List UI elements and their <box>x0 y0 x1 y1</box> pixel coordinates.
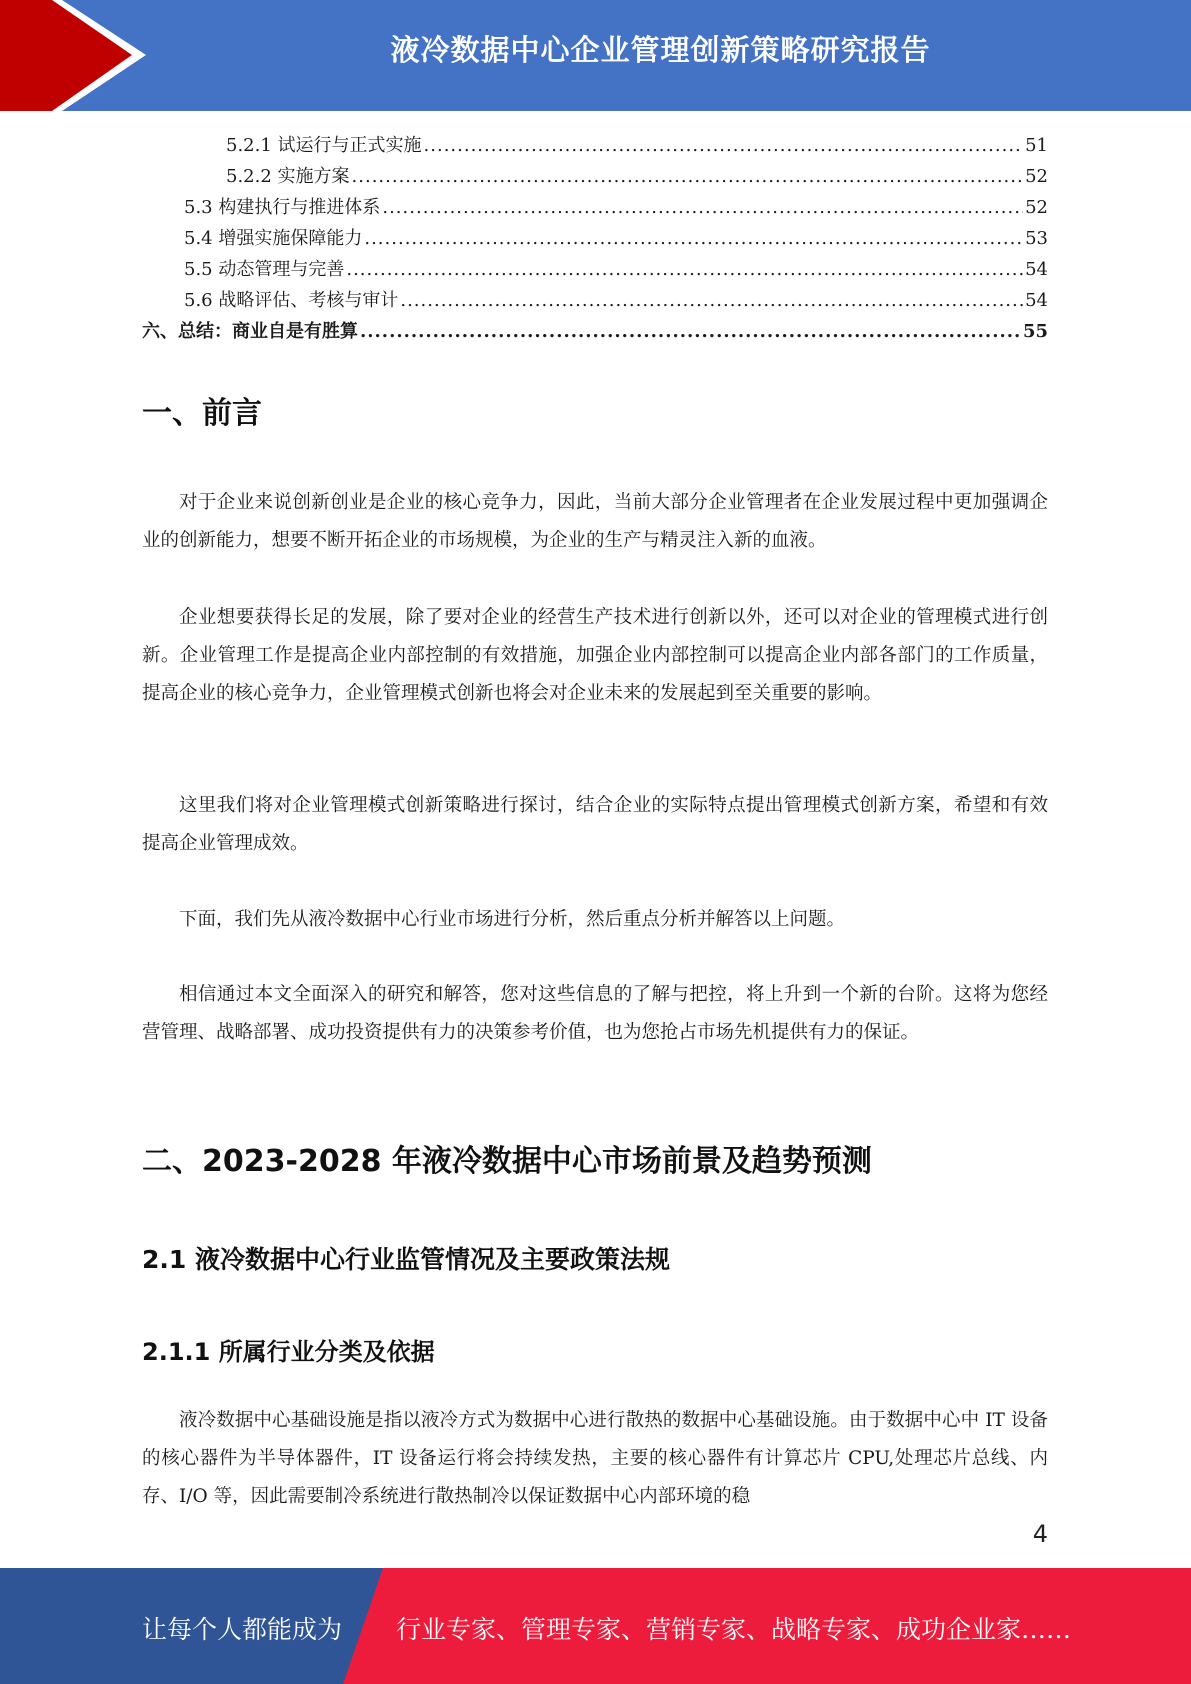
toc-entry-page: 51 <box>1025 135 1048 156</box>
subsection-heading: 2.1 液冷数据中心行业监管情况及主要政策法规 <box>142 1245 670 1274</box>
footer-slogan-right: 行业专家、管理专家、营销专家、战略专家、成功企业家…… <box>396 1615 1072 1644</box>
toc-entry[interactable] <box>142 285 1048 316</box>
section-heading-market-outlook: 二、2023-2028 年液冷数据中心市场前景及趋势预测 <box>142 1144 872 1179</box>
toc-entry-page: 54 <box>1025 259 1048 280</box>
body-paragraph: 这里我们将对企业管理模式创新策略进行探讨，结合企业的实际特点提出管理模式创新方案，希望和有效提高企业管理成效。 <box>142 795 1048 854</box>
body-paragraph: 相信通过本文全面深入的研究和解答，您对这些信息的了解与把控，将上升到一个新的台阶。这将为您经营管理、战略部署、成功投资提供有力的决策参考价值，也为您抢占市场先机提供有力的保证。 <box>142 984 1048 1043</box>
toc-leader-dots <box>424 130 1024 161</box>
toc-entry[interactable] <box>142 223 1048 254</box>
toc-entry-page: 52 <box>1025 197 1048 218</box>
footer-slogan-left: 让每个人都能成为 <box>142 1615 343 1644</box>
body-paragraph: 对于企业来说创新创业是企业的核心竞争力，因此，当前大部分企业管理者在企业发展过程中更加强调企业的创新能力，想要不断开拓企业的市场规模，为企业的生产与精灵注入新的血液。 <box>142 492 1048 551</box>
header-arrow-decoration <box>0 0 160 111</box>
toc-leader-dots <box>352 161 1024 192</box>
toc-entry-title: 5.4 增强实施保障能力 <box>184 228 363 249</box>
section-heading-preface: 一、前言 <box>142 396 262 431</box>
body-paragraph: 液冷数据中心基础设施是指以液冷方式为数据中心进行散热的数据中心基础设施。由于数据中心中 IT 设备的核心器件为半导体器件，IT 设备运行将会持续发热，主要的核心器件有计算芯片 CPU,处理芯片总线、内存、I/O 等，因此需要制冷系统进行散热制冷以保证数据中心内部环境的稳 <box>142 1410 1048 1507</box>
subsubsection-heading: 2.1.1 所属行业分类及依据 <box>142 1338 435 1366</box>
toc-entry[interactable] <box>142 192 1048 223</box>
toc-entry[interactable] <box>142 316 1048 347</box>
toc-leader-dots <box>400 285 1023 316</box>
toc-leader-dots <box>364 223 1023 254</box>
body-paragraph: 下面，我们先从液冷数据中心行业市场进行分析，然后重点分析并解答以上问题。 <box>179 909 846 930</box>
toc-entry-title: 六、总结：商业自是有胜算 <box>142 321 358 342</box>
header-title: 液冷数据中心企业管理创新策略研究报告 <box>390 33 931 67</box>
toc-entry-title: 5.2.2 实施方案 <box>226 166 350 187</box>
page-footer <box>0 1568 1191 1684</box>
page-header <box>0 0 1191 111</box>
table-of-contents <box>142 130 1048 347</box>
toc-entry-title: 5.2.1 试运行与正式实施 <box>226 135 422 156</box>
toc-entry[interactable] <box>142 161 1048 192</box>
toc-entry-title: 5.5 动态管理与完善 <box>184 259 345 280</box>
toc-entry-page: 52 <box>1025 166 1048 187</box>
toc-leader-dots <box>382 192 1023 223</box>
toc-entry-title: 5.3 构建执行与推进体系 <box>184 197 381 218</box>
toc-entry-title: 5.6 战略评估、考核与审计 <box>184 290 399 311</box>
toc-entry-page: 55 <box>1022 321 1048 342</box>
page-number: 4 <box>1032 1520 1048 1548</box>
toc-entry[interactable] <box>142 130 1048 161</box>
toc-entry[interactable] <box>142 254 1048 285</box>
toc-leader-dots <box>360 316 1021 347</box>
toc-entry-page: 53 <box>1025 228 1048 249</box>
body-paragraph: 企业想要获得长足的发展，除了要对企业的经营生产技术进行创新以外，还可以对企业的管理模式进行创新。企业管理工作是提高企业内部控制的有效措施，加强企业内部控制可以提高企业内部各部门的工作质量，提高企业的核心竞争力，企业管理模式创新也将会对企业未来的发展起到至关重要的影响。 <box>142 607 1048 704</box>
toc-entry-page: 54 <box>1025 290 1048 311</box>
toc-leader-dots <box>346 254 1023 285</box>
